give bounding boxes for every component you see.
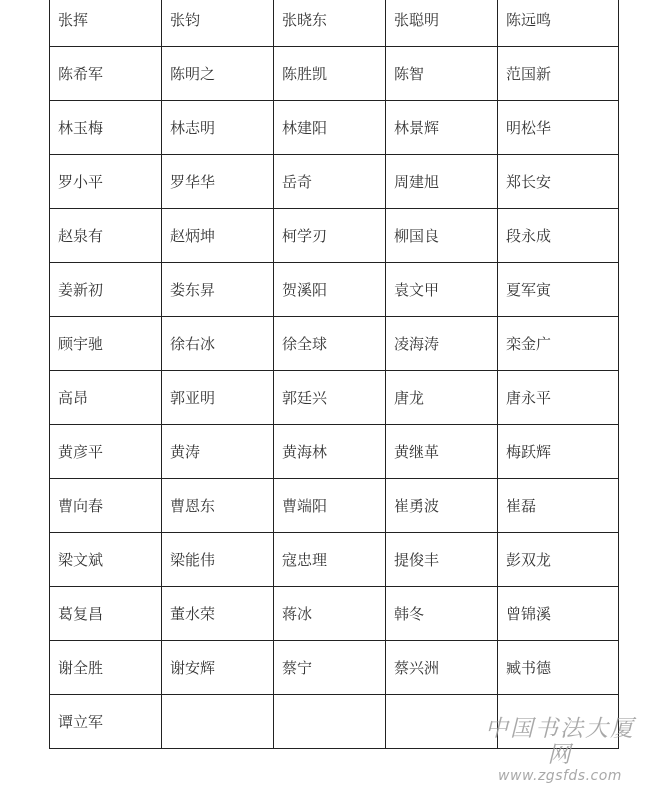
- name-cell: 蒋冰: [274, 587, 386, 641]
- name-cell: 范国新: [498, 47, 619, 101]
- name-cell: 岳奇: [274, 155, 386, 209]
- name-cell: 郭廷兴: [274, 371, 386, 425]
- name-cell: 罗华华: [162, 155, 274, 209]
- name-cell: 黄海林: [274, 425, 386, 479]
- table-row: [50, 371, 619, 425]
- name-cell: [274, 695, 386, 749]
- name-cell: [162, 695, 274, 749]
- name-cell: 臧书德: [498, 641, 619, 695]
- table-row: [50, 533, 619, 587]
- name-cell: 陈明之: [162, 47, 274, 101]
- name-cell: 凌海涛: [386, 317, 498, 371]
- name-cell: 黄彦平: [50, 425, 162, 479]
- name-cell: [386, 695, 498, 749]
- table-row: [50, 641, 619, 695]
- name-cell: 陈希军: [50, 47, 162, 101]
- name-cell: 陈智: [386, 47, 498, 101]
- table-row: [50, 101, 619, 155]
- name-cell: 提俊丰: [386, 533, 498, 587]
- name-cell: 曹向春: [50, 479, 162, 533]
- name-cell: 曹恩东: [162, 479, 274, 533]
- name-cell: 曹端阳: [274, 479, 386, 533]
- name-cell: 段永成: [498, 209, 619, 263]
- table-row: [50, 0, 619, 47]
- name-cell: 郑长安: [498, 155, 619, 209]
- name-cell: 崔勇波: [386, 479, 498, 533]
- name-cell: 林景辉: [386, 101, 498, 155]
- table-row: [50, 317, 619, 371]
- names-table-body: [50, 0, 619, 749]
- name-cell: 唐永平: [498, 371, 619, 425]
- name-cell: 张钧: [162, 0, 274, 47]
- table-row: [50, 263, 619, 317]
- table-row: [50, 47, 619, 101]
- name-cell: 贺溪阳: [274, 263, 386, 317]
- name-cell: 徐全球: [274, 317, 386, 371]
- name-cell: 唐龙: [386, 371, 498, 425]
- name-cell: 赵炳坤: [162, 209, 274, 263]
- name-cell: 徐右冰: [162, 317, 274, 371]
- table-row: [50, 155, 619, 209]
- name-cell: 周建旭: [386, 155, 498, 209]
- table-row: [50, 695, 619, 749]
- table-row: [50, 209, 619, 263]
- name-cell: 栾金广: [498, 317, 619, 371]
- table-row: [50, 587, 619, 641]
- name-cell: 陈胜凯: [274, 47, 386, 101]
- name-cell: 郭亚明: [162, 371, 274, 425]
- name-cell: 罗小平: [50, 155, 162, 209]
- name-cell: 谢安辉: [162, 641, 274, 695]
- name-cell: 谢全胜: [50, 641, 162, 695]
- name-cell: 葛复昌: [50, 587, 162, 641]
- name-cell: 林志明: [162, 101, 274, 155]
- name-cell: 顾宇驰: [50, 317, 162, 371]
- name-cell: 彭双龙: [498, 533, 619, 587]
- name-cell: 张挥: [50, 0, 162, 47]
- name-cell: 娄东昇: [162, 263, 274, 317]
- name-cell: 张聪明: [386, 0, 498, 47]
- name-cell: 陈远鸣: [498, 0, 619, 47]
- name-cell: 韩冬: [386, 587, 498, 641]
- name-cell: 梁能伟: [162, 533, 274, 587]
- name-cell: 林玉梅: [50, 101, 162, 155]
- name-cell: 崔磊: [498, 479, 619, 533]
- name-cell: 夏军寅: [498, 263, 619, 317]
- name-cell: 曾锦溪: [498, 587, 619, 641]
- name-cell: 姜新初: [50, 263, 162, 317]
- name-cell: 谭立军: [50, 695, 162, 749]
- name-cell: 柯学刃: [274, 209, 386, 263]
- name-cell: 蔡兴洲: [386, 641, 498, 695]
- table-row: [50, 479, 619, 533]
- name-cell: 林建阳: [274, 101, 386, 155]
- name-cell: 黄涛: [162, 425, 274, 479]
- names-table: [49, 0, 619, 749]
- name-cell: 蔡宁: [274, 641, 386, 695]
- name-cell: 梅跃辉: [498, 425, 619, 479]
- watermark-site-name: 中国书法大厦网: [485, 716, 635, 768]
- name-cell: 袁文甲: [386, 263, 498, 317]
- name-cell: [498, 695, 619, 749]
- name-cell: 张晓东: [274, 0, 386, 47]
- name-cell: 梁文斌: [50, 533, 162, 587]
- name-cell: 黄继革: [386, 425, 498, 479]
- name-cell: 赵泉有: [50, 209, 162, 263]
- name-cell: 董水荣: [162, 587, 274, 641]
- name-cell: 高昂: [50, 371, 162, 425]
- watermark-url: www.zgsfds.com: [498, 768, 622, 784]
- name-cell: 明松华: [498, 101, 619, 155]
- table-row: [50, 425, 619, 479]
- name-cell: 柳国良: [386, 209, 498, 263]
- name-cell: 寇忠理: [274, 533, 386, 587]
